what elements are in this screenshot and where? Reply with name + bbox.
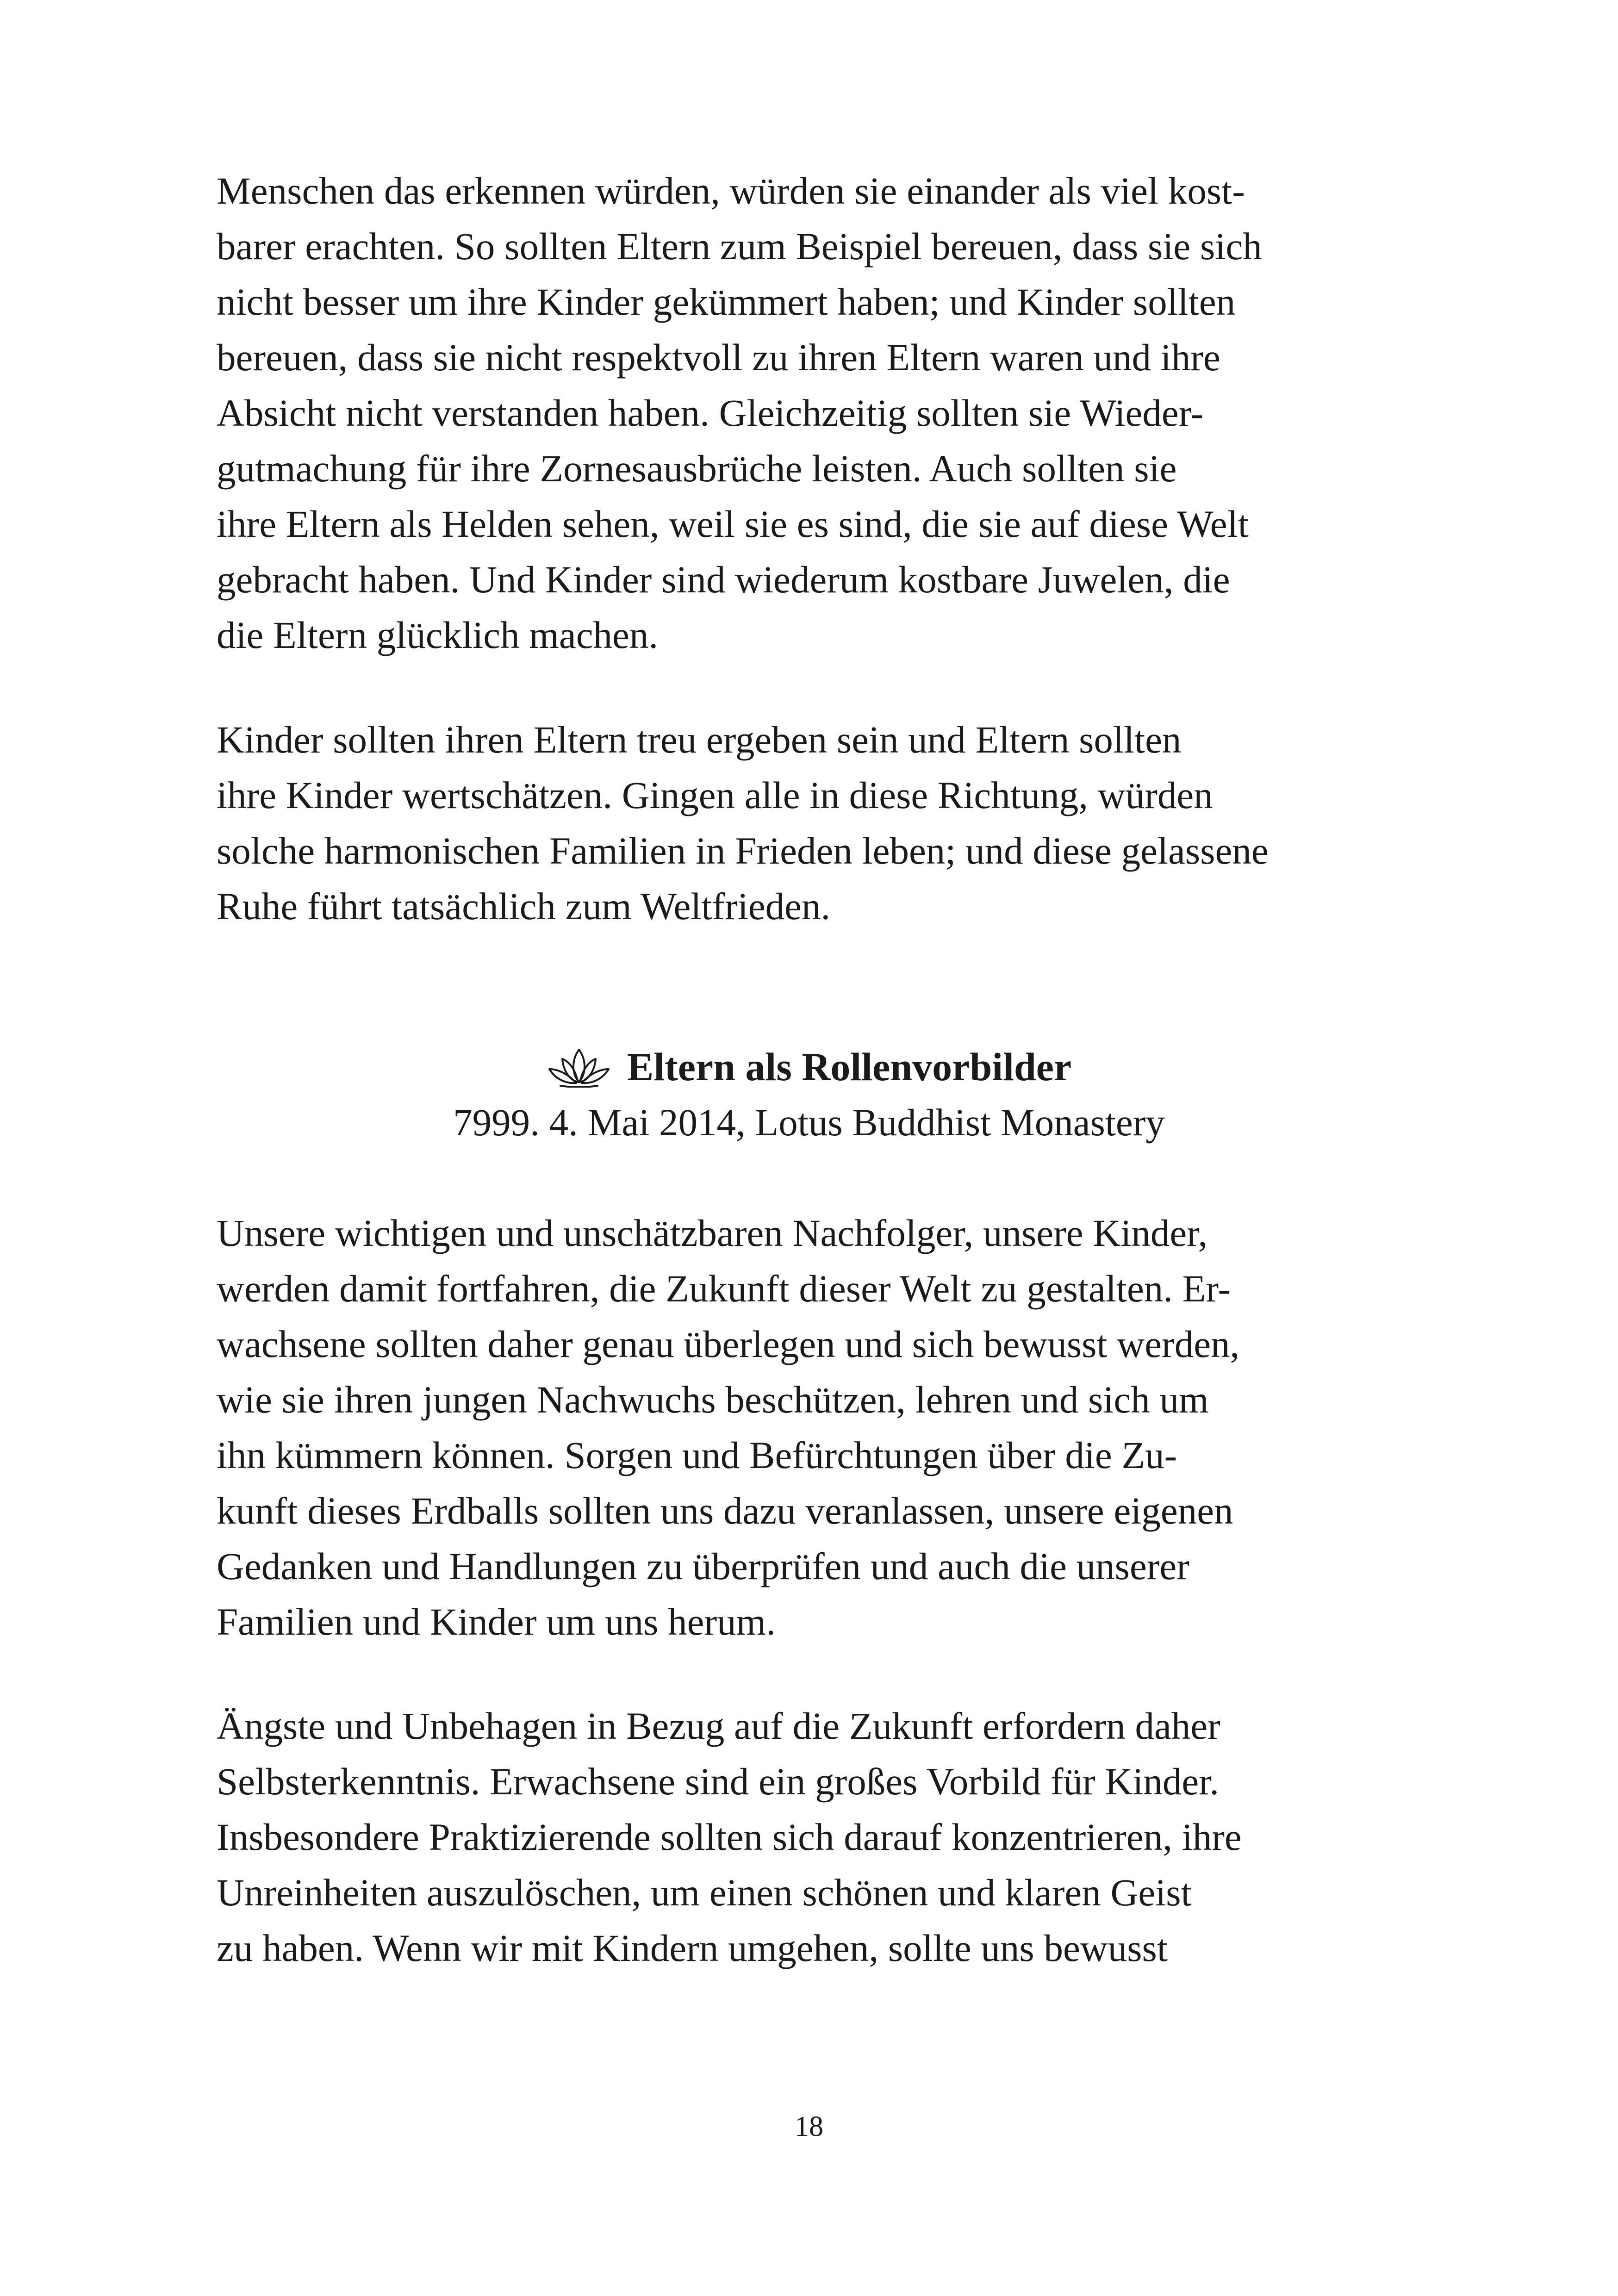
section-subtitle: 7999. 4. Mai 2014, Lotus Buddhist Monastery (453, 1101, 1165, 1144)
text-line: wachsene sollten daher genau überlegen und sich bewusst werden, (217, 1323, 1240, 1365)
text-line: Absicht nicht verstanden haben. Gleichzeitig sollten sie Wieder- (217, 392, 1204, 434)
text-line: ihre Kinder wertschätzen. Gingen alle in diese Richtung, würden (217, 774, 1213, 816)
page-number: 18 (795, 2111, 823, 2142)
paragraph-2 (217, 712, 1269, 934)
text-line: Unsere wichtigen und unschätzbaren Nachfolger, unsere Kinder, (217, 1212, 1208, 1254)
text-line: wie sie ihren jungen Nachwuchs beschützen, lehren und sich um (217, 1378, 1209, 1421)
text-line: Gedanken und Handlungen zu überprüfen und auch die unserer (217, 1545, 1189, 1587)
section-heading (0, 1039, 1618, 1095)
text-line: ihre Eltern als Helden sehen, weil sie es sind, die sie auf diese Welt (217, 503, 1249, 545)
text-line: Ängste und Unbehagen in Bezug auf die Zukunft erfordern daher (217, 1705, 1220, 1747)
text-line: bereuen, dass sie nicht respektvoll zu ihren Eltern waren und ihre (217, 336, 1220, 379)
text-line: die Eltern glücklich machen. (217, 614, 659, 656)
paragraph-4 (217, 1698, 1242, 1976)
text-line: Selbsterkenntnis. Erwachsene sind ein großes Vorbild für Kinder. (217, 1760, 1220, 1803)
paragraph-3 (217, 1205, 1239, 1649)
text-line: Menschen das erkennen würden, würden sie einander als viel kost- (217, 169, 1245, 212)
text-line: kunft dieses Erdballs sollten uns dazu veranlassen, unsere eigenen (217, 1489, 1233, 1532)
section-title: Eltern als Rollenvorbilder (627, 1045, 1072, 1089)
text-line: Familien und Kinder um uns herum. (217, 1600, 776, 1643)
text-line: barer erachten. So sollten Eltern zum Beispiel bereuen, dass sie sich (217, 225, 1262, 268)
text-line: Ruhe führt tatsächlich zum Weltfrieden. (217, 885, 831, 927)
text-line: werden damit fortfahren, die Zukunft dieser Welt zu gestalten. Er- (217, 1267, 1231, 1310)
section-header (0, 1039, 1618, 1150)
lotus-icon (547, 1046, 611, 1088)
text-line: gebracht haben. Und Kinder sind wiederum kostbare Juwelen, die (217, 558, 1230, 601)
text-line: ihn kümmern können. Sorgen und Befürchtungen über die Zu- (217, 1434, 1177, 1476)
text-line: Unreinheiten auszulöschen, um einen schönen und klaren Geist (217, 1871, 1192, 1914)
text-line: Kinder sollten ihren Eltern treu ergeben sein und Eltern sollten (217, 718, 1182, 761)
paragraph-1 (217, 163, 1262, 663)
text-line: Insbesondere Praktizierende sollten sich darauf konzentrieren, ihre (217, 1816, 1242, 1858)
text-line: gutmachung für ihre Zornesausbrüche leisten. Auch sollten sie (217, 447, 1177, 490)
text-line: solche harmonischen Familien in Frieden leben; und diese gelassene (217, 829, 1269, 872)
text-line: nicht besser um ihre Kinder gekümmert haben; und Kinder sollten (217, 280, 1236, 323)
text-line: zu haben. Wenn wir mit Kindern umgehen, sollte uns bewusst (217, 1927, 1168, 1969)
